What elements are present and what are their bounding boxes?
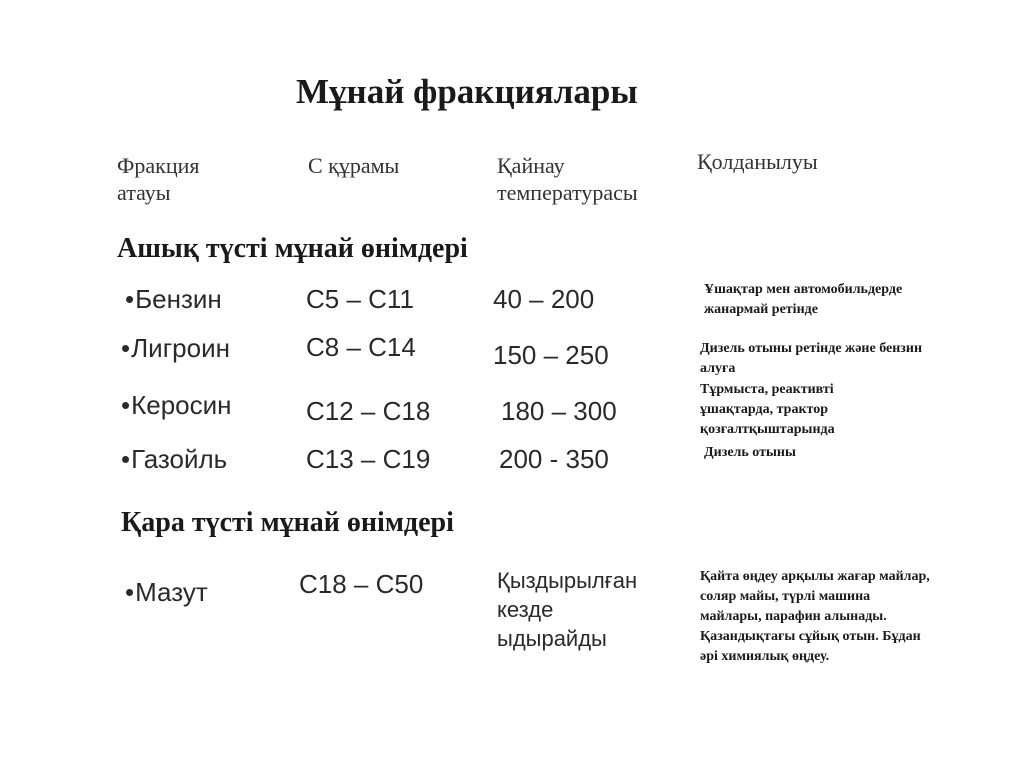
section-light-products-heading: Ашық түсті мұнай өнімдері	[117, 233, 468, 264]
header-fraction-name: Фракция атауы	[117, 153, 200, 205]
composition-gasoil: C13 – C19	[306, 444, 431, 474]
fraction-name-gasoline: • Бензин	[125, 284, 222, 315]
page-title: Мұнай фракциялары	[296, 72, 638, 111]
fraction-name-fuel-oil: • Мазут	[125, 577, 208, 608]
composition-gasoline: C5 – C11	[306, 284, 414, 314]
header-boiling-temperature: Қайнау температурасы	[497, 153, 638, 205]
header-usage: Қолданылуы	[697, 149, 818, 174]
boiling-gasoil: 200 - 350	[499, 444, 609, 474]
composition-ligroin: C8 – C14	[306, 332, 416, 362]
boiling-ligroin: 150 – 250	[493, 340, 609, 370]
header-composition: С құрамы	[308, 153, 400, 178]
usage-ligroin: Дизель отыны ретінде және бензин алуға	[700, 341, 923, 376]
boiling-kerosene: 180 – 300	[501, 396, 617, 426]
fraction-name-gasoil: • Газойль	[121, 444, 227, 475]
usage-fuel-oil: Қайта өңдеу арқылы жағар майлар, соляр майы, түрлі машина майлары, парафин алынады. Қазандықтағы сұйық отын. Бұдан әрі химиялық өңдеу.	[700, 569, 930, 664]
usage-kerosene: Тұрмыста, реактивті ұшақтарда, трактор қозғалтқыштарында	[700, 382, 835, 437]
fraction-name-ligroin: • Лигроин	[121, 333, 230, 364]
usage-gasoil: Дизель отыны	[704, 445, 796, 460]
usage-gasoline: Ұшақтар мен автомобильдерде жанармай ретінде	[704, 282, 903, 317]
boiling-fuel-oil: Қыздырылған кезде ыдырайды	[497, 568, 638, 651]
fraction-name-kerosene: • Керосин	[121, 390, 232, 421]
section-dark-products-heading: Қара түсті мұнай өнімдері	[121, 507, 454, 538]
composition-kerosene: C12 – C18	[306, 396, 431, 426]
composition-fuel-oil: C18 – C50	[299, 569, 424, 599]
boiling-gasoline: 40 – 200	[493, 284, 595, 314]
